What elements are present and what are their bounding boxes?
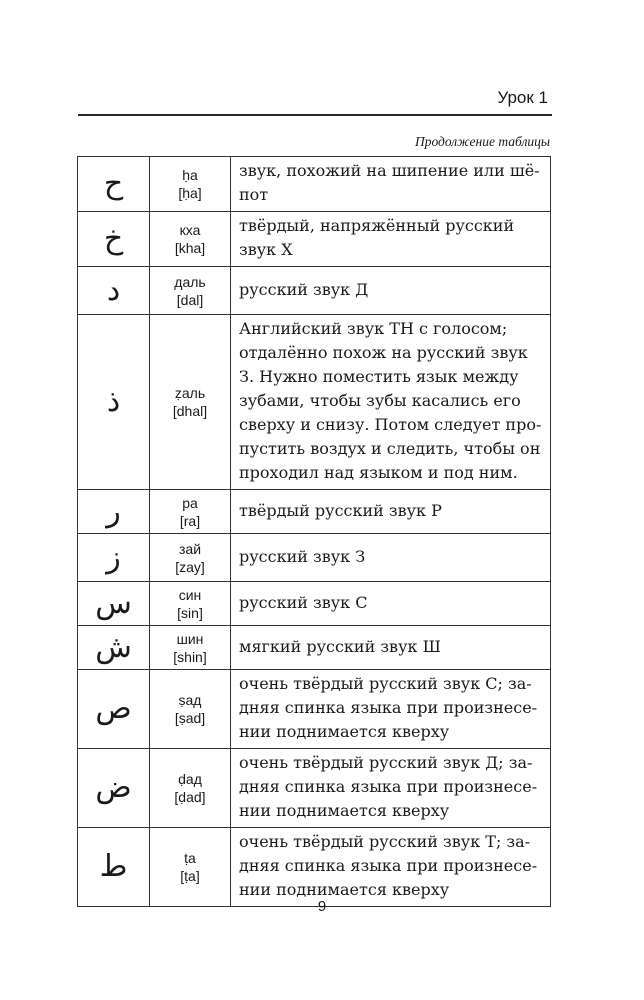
letter-name-cell (150, 626, 231, 670)
header-divider (78, 114, 552, 116)
table-row (78, 212, 551, 267)
table-continuation-note: Продолжение таблицы (414, 134, 550, 149)
arabic-letter: ض (78, 749, 150, 828)
arabic-letter: ذ (78, 315, 150, 490)
arabic-letter: خ (78, 212, 150, 267)
sound-description: русский звук С (231, 582, 551, 626)
table-row (78, 490, 551, 534)
table-row (78, 828, 551, 907)
lesson-title: Урок 1 (497, 88, 548, 107)
table-body (78, 157, 551, 907)
sound-description: твёрдый русский звук Р (231, 490, 551, 534)
sound-description: русский звук Д (231, 267, 551, 315)
letter-transliteration: [ṣad] (174, 710, 206, 726)
letter-name-cell (150, 212, 231, 267)
arabic-letter: س (78, 582, 150, 626)
letter-name: ḍад (178, 771, 202, 787)
sound-description: мягкий русский звук Ш (231, 626, 551, 670)
arabic-letter: ر (78, 490, 150, 534)
letter-name: кха (179, 222, 201, 238)
table-row (78, 626, 551, 670)
letter-name: ṣад (178, 692, 202, 708)
table-row (78, 670, 551, 749)
letter-transliteration: [sin] (177, 604, 203, 621)
sound-description: звук, похожий на шипение или шё- пот (231, 157, 551, 212)
arabic-letter: د (78, 267, 150, 315)
letter-name-cell (150, 670, 231, 749)
page-number: 9 (317, 898, 327, 915)
letter-transliteration: [kha] (174, 240, 206, 256)
arabic-letters-table (77, 156, 551, 907)
letter-name: ра (182, 494, 198, 511)
table-row (78, 534, 551, 582)
letter-transliteration: [ḥa] (178, 185, 202, 201)
letter-transliteration: [ra] (179, 512, 201, 529)
sound-description: очень твёрдый русский звук С; за- дняя спинка языка при произнесе- нии поднимается кверху (231, 670, 551, 749)
letter-transliteration: [ṭa] (180, 868, 200, 884)
table-row (78, 315, 551, 490)
letter-name-cell (150, 157, 231, 212)
arabic-letter: ط (78, 828, 150, 907)
table-row (78, 157, 551, 212)
table-row (78, 582, 551, 626)
letter-name: ẓаль (174, 385, 206, 401)
arabic-letter: ص (78, 670, 150, 749)
arabic-letter: ش (78, 626, 150, 670)
letter-name-cell (150, 534, 231, 582)
letter-name-cell (150, 582, 231, 626)
letter-transliteration: [dhal] (172, 403, 208, 419)
letter-name: ṭа (184, 850, 196, 866)
sound-description: очень твёрдый русский звук Д; за- дняя спинка языка при произнесе- нии поднимается кверху (231, 749, 551, 828)
letter-name: шин (176, 630, 204, 647)
sound-description: русский звук З (231, 534, 551, 582)
table-row (78, 749, 551, 828)
sound-description: очень твёрдый русский звук Т; за- дняя спинка языка при произнесе- нии поднимается кверху (231, 828, 551, 907)
letter-name: ḥa (182, 167, 198, 183)
table-row (78, 267, 551, 315)
letter-name-cell (150, 490, 231, 534)
letter-name: зай (178, 540, 202, 557)
arabic-letter: ح (78, 157, 150, 212)
letter-name-cell (150, 828, 231, 907)
letter-transliteration: [dal] (176, 291, 204, 308)
letter-transliteration: [zay] (175, 558, 205, 575)
arabic-letter: ز (78, 534, 150, 582)
sound-description: Английский звук TH с голосом; отдалённо похож на русский звук З. Нужно поместить язык между зубами, чтобы зубы касались его сверху и снизу. Потом следует про- пустить воздух и следить, чтобы он проходил над языком и под ним. (231, 315, 551, 490)
letter-name-cell (150, 267, 231, 315)
letter-transliteration: [ḍad] (174, 789, 206, 805)
letter-name: даль (174, 273, 206, 290)
letter-name-cell (150, 749, 231, 828)
letter-name-cell (150, 315, 231, 490)
sound-description: твёрдый, напряжённый русский звук Х (231, 212, 551, 267)
letter-transliteration: [shin] (173, 648, 207, 665)
letter-name: син (178, 586, 202, 603)
